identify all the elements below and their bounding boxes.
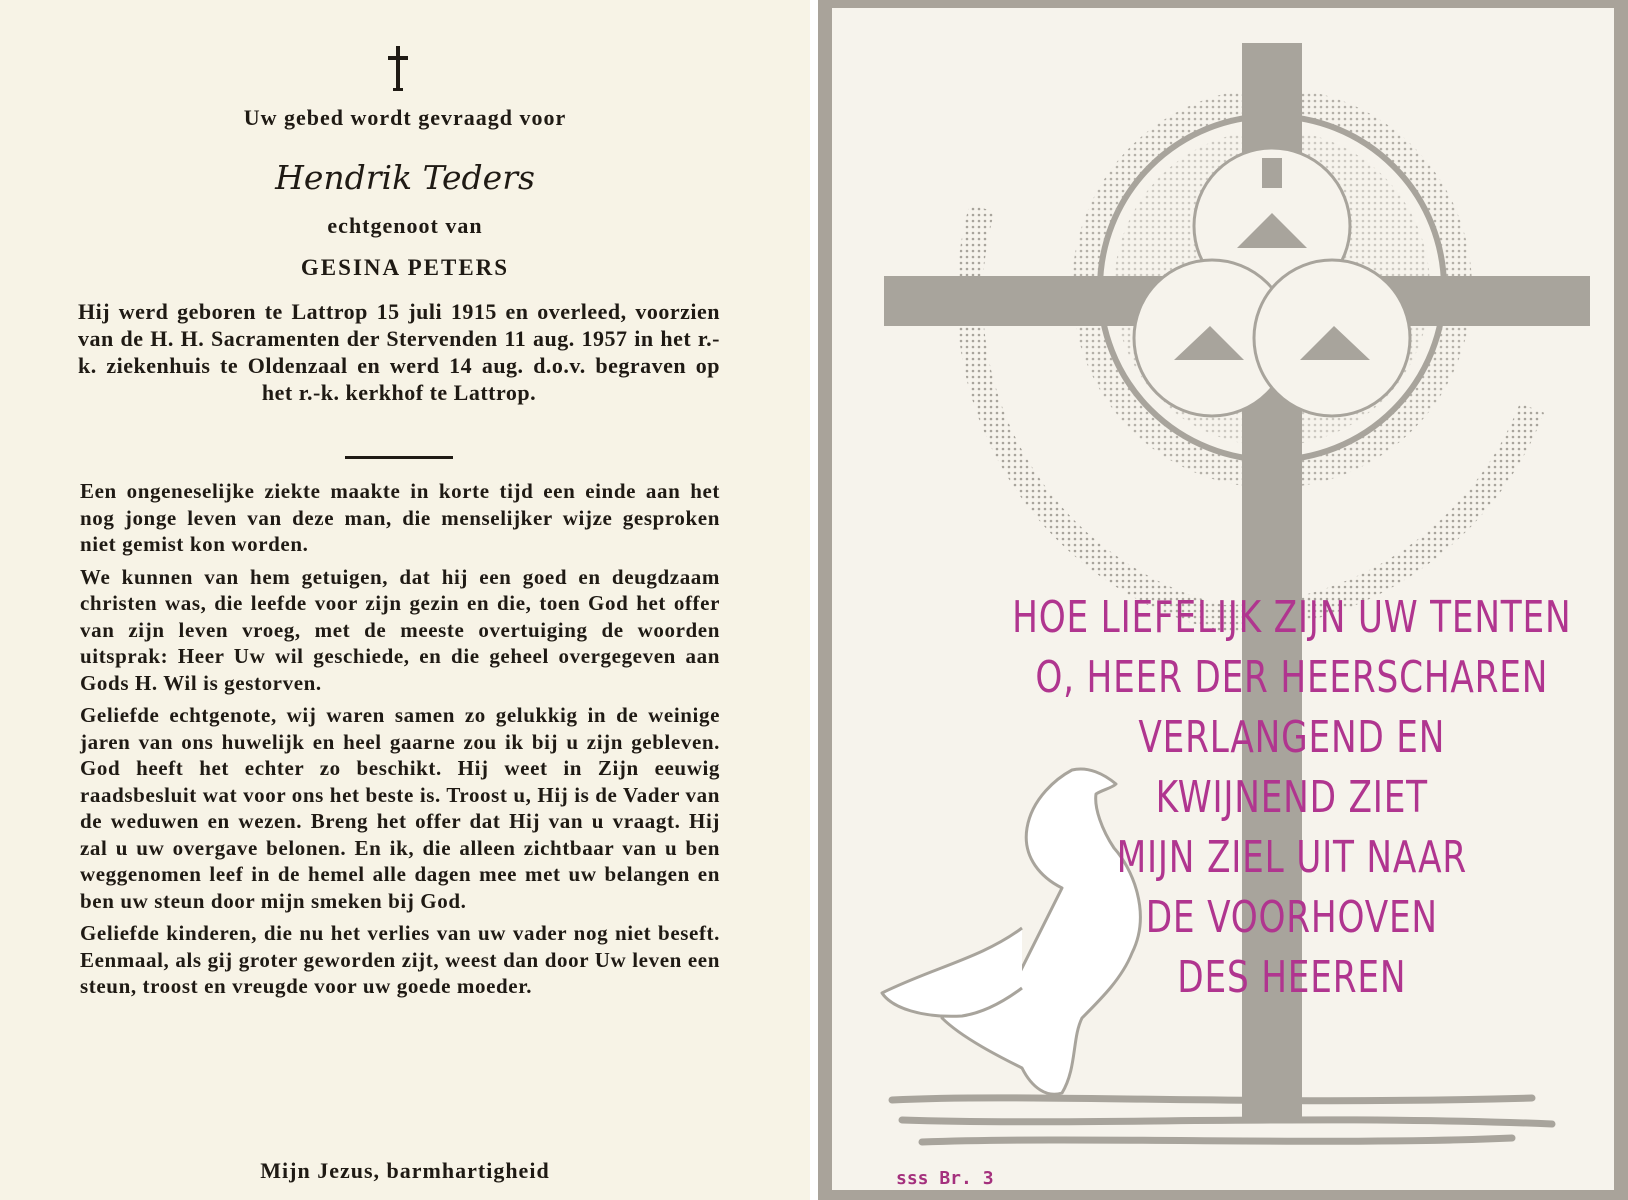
divider <box>345 456 453 459</box>
scripture-verse <box>972 588 1612 1008</box>
verse-line: HOE LIEFELIJK ZIJN UW TENTEN <box>1012 592 1572 643</box>
memorial-card-text-side <box>0 0 810 1200</box>
deceased-name: Hendrik Teders <box>275 158 535 197</box>
ground-strokes <box>892 1098 1552 1142</box>
picture-panel <box>832 8 1614 1190</box>
verse-line: DES HEEREN <box>1177 952 1407 1003</box>
memorial-card-picture-side <box>818 0 1628 1200</box>
paragraph: We kunnen van hem getuigen, dat hij een goed en deugdzaam christen was, die leefde voor zijn gezin en die, toen God het offer van zijn leven vroeg, met de meeste overtuiging de woorden uitsprak: Heer Uw wil geschiede, en die geheel overgegeven aan Gods H. Wil is gestorven. <box>80 564 720 695</box>
cross-icon <box>385 44 411 92</box>
closing-prayer: Mijn Jezus, barmhartigheid <box>260 1158 550 1183</box>
spouse-name: GESINA PETERS <box>300 255 510 280</box>
verse-line: DE VOORHOVEN <box>1145 892 1438 943</box>
printer-mark: sss Br. 3 <box>896 1168 994 1189</box>
memorial-text <box>80 478 720 1006</box>
verse-line: MIJN ZIEL UIT NAAR <box>1116 832 1467 883</box>
verse-line: KWIJNEND ZIET <box>1155 772 1428 823</box>
paragraph: Geliefde kinderen, die nu het verlies van uw vader nog niet beseft. Eenmaal, als gij groter geworden zijt, weest dan door Uw leven een steun, troost en vreugde voor uw goede moeder. <box>80 921 720 998</box>
paragraph: Een ongeneselijke ziekte maakte in korte tijd een einde aan het nog jonge leven van deze man, die menselijker wijze gesproken niet gemist kon worden. <box>80 479 720 556</box>
spouse-label: echtgenoot van <box>327 213 483 238</box>
verse-line: O, HEER DER HEERSCHAREN <box>1035 652 1549 703</box>
biography-paragraph: Hij werd geboren te Lattrop 15 juli 1915 en overleed, voorzien van de H. H. Sacramenten der Stervenden 11 aug. 1957 in het r.-k. ziekenhuis te Oldenzaal en werd 14 aug. d.o.v. begraven op het r.-k. kerkhof te Lattrop. <box>78 299 720 405</box>
paragraph: Geliefde echtgenote, wij waren samen zo gelukkig in de weinige jaren van ons huwelijk en heel gaarne zou ik bij u zijn gebleven. God heeft het echter zo beschikt. Hij weet in Zijn eeuwig raadsbesluit wat voor ons het beste is. Troost u, Hij is de Vader van de weduwen en wezen. Breng het offer dat Hij van u vraagt. Hij zal u uw overgave belonen. En ik, die alleen zichtbaar van u ben weggenomen leef in de hemel alle dagen mee met uw belangen en ben uw steun door mijn smeken bij God. <box>80 703 720 913</box>
prayer-request: Uw gebed wordt gevraagd voor <box>243 105 567 130</box>
verse-line: VERLANGEND EN <box>1138 712 1446 763</box>
